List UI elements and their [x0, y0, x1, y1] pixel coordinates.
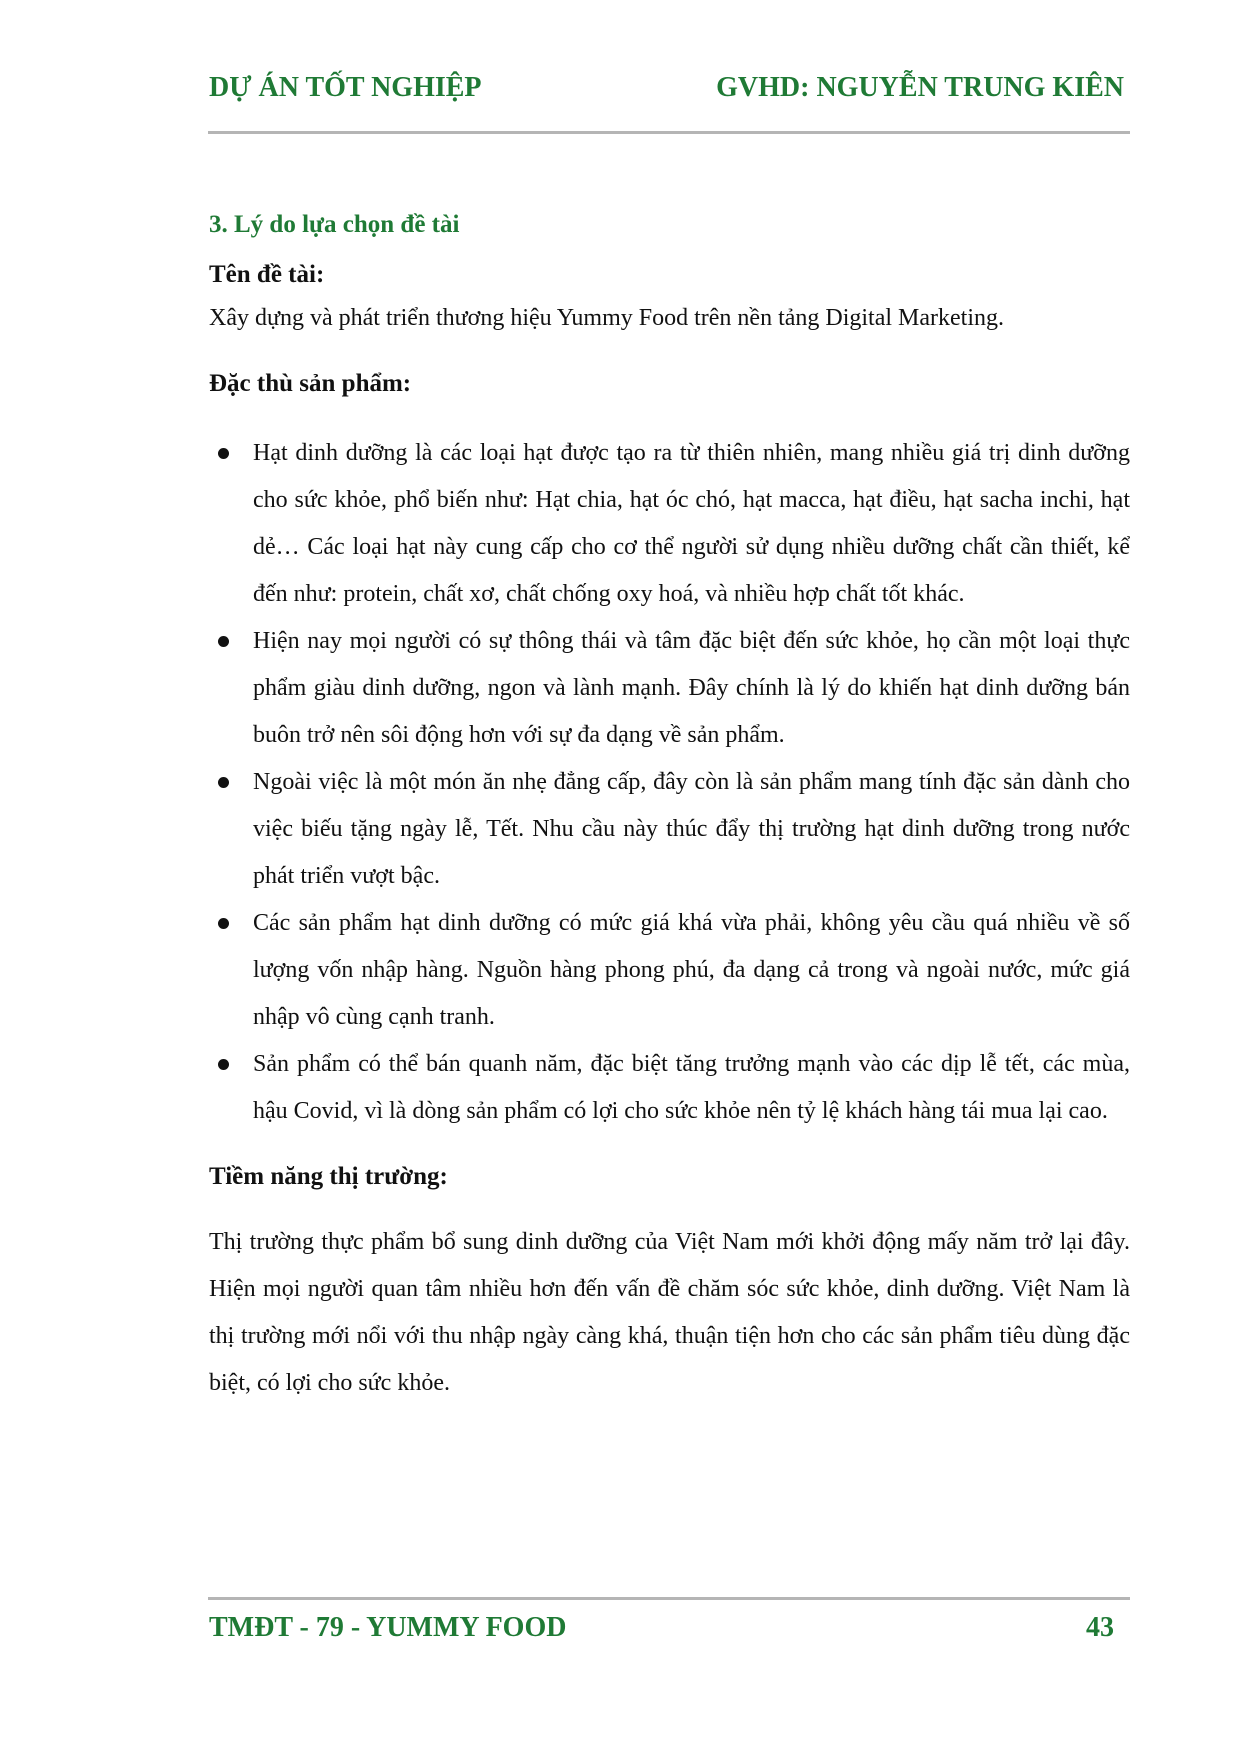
product-label: Đặc thù sản phẩm: [209, 370, 412, 397]
list-item-text: Sản phẩm có thể bán quanh năm, đặc biệt tăng trưởng mạnh vào các dịp lễ tết, các mùa, hậu Covid, vì là dòng sản phẩm có lợi cho sức khỏe nên tỷ lệ khách hàng tái mua lại cao. [253, 1051, 1130, 1124]
bullet-icon [218, 777, 229, 788]
bullet-icon [218, 1059, 229, 1070]
topic-text: Xây dựng và phát triển thương hiệu Yummy Food trên nền tảng Digital Marketing. [209, 305, 1005, 331]
section-title: 3. Lý do lựa chọn đề tài [209, 211, 460, 238]
footer-project-code: TMĐT - 79 - YUMMY FOOD [209, 1612, 567, 1643]
list-item-text: Hiện nay mọi người có sự thông thái và tâm đặc biệt đến sức khỏe, họ cần một loại thực phẩm giàu dinh dưỡng, ngon và lành mạnh. Đây chính là lý do khiến hạt dinh dưỡng bán buôn trở nên sôi động hơn với sự đa dạng về sản phẩm. [253, 628, 1130, 748]
list-item [209, 430, 1130, 618]
list-item [209, 900, 1130, 1041]
bullet-icon [218, 448, 229, 459]
list-item [209, 618, 1130, 759]
bullet-icon [218, 636, 229, 647]
page-number: 43 [1086, 1612, 1114, 1643]
topic-label: Tên đề tài: [209, 261, 325, 288]
bullet-icon [218, 918, 229, 929]
footer-divider [208, 1597, 1130, 1600]
market-label: Tiềm năng thị trường: [209, 1163, 448, 1190]
list-item [209, 759, 1130, 900]
main-content [209, 205, 1130, 1407]
header-divider [208, 131, 1130, 134]
list-item-text: Hạt dinh dưỡng là các loại hạt được tạo ra từ thiên nhiên, mang nhiều giá trị dinh dưỡng cho sức khỏe, phổ biến như: Hạt chia, hạt óc chó, hạt macca, hạt điều, hạt sacha inchi, hạt dẻ… Các loại hạt này cung cấp cho cơ thể người sử dụng nhiều dưỡng chất cần thiết, kể đến như: protein, chất xơ, chất chống oxy hoá, và nhiều hợp chất tốt khác. [253, 440, 1130, 607]
header-project-title: DỰ ÁN TỐT NGHIỆP [209, 72, 482, 103]
product-bullet-list [209, 430, 1130, 1135]
market-text: Thị trường thực phẩm bổ sung dinh dưỡng của Việt Nam mới khởi động mấy năm trở lại đây. Hiện mọi người quan tâm nhiều hơn đến vấn đề chăm sóc sức khỏe, dinh dưỡng. Việt Nam là thị trường mới nổi với thu nhập ngày càng khá, thuận tiện hơn cho các sản phẩm tiêu dùng đặc biệt, có lợi cho sức khỏe. [209, 1229, 1130, 1396]
list-item-text: Các sản phẩm hạt dinh dưỡng có mức giá khá vừa phải, không yêu cầu quá nhiều về số lượng vốn nhập hàng. Nguồn hàng phong phú, đa dạng cả trong và ngoài nước, mức giá nhập vô cùng cạnh tranh. [253, 910, 1130, 1030]
page-footer [209, 1612, 1114, 1652]
list-item [209, 1041, 1130, 1135]
page-header [209, 72, 1124, 112]
header-advisor: GVHD: NGUYỄN TRUNG KIÊN [716, 72, 1124, 103]
list-item-text: Ngoài việc là một món ăn nhẹ đẳng cấp, đây còn là sản phẩm mang tính đặc sản dành cho việc biếu tặng ngày lễ, Tết. Nhu cầu này thúc đẩy thị trường hạt dinh dưỡng trong nước phát triển vượt bậc. [253, 769, 1130, 889]
